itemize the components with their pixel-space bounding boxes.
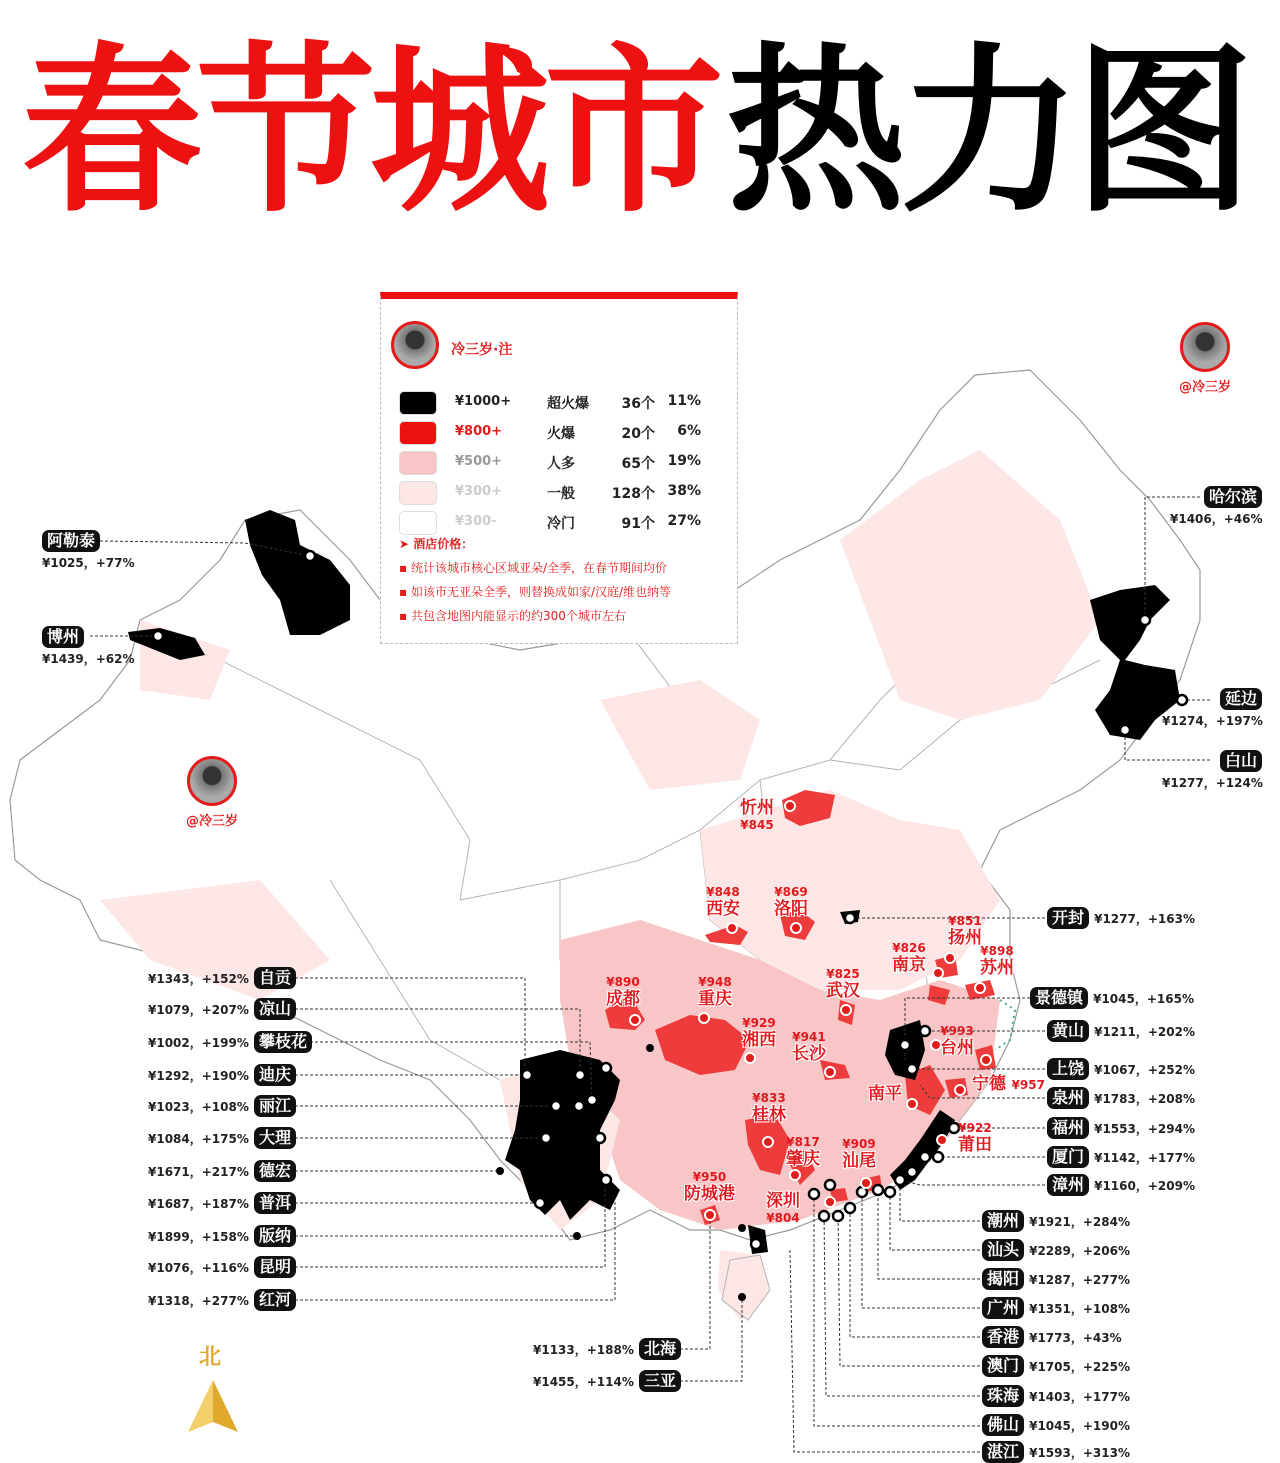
- city-callout-beihai: [533, 1338, 681, 1360]
- red-city-name: 宁德: [972, 1074, 1006, 1094]
- legend-note-text: 共包含地图内能显示的约300个城市左右: [410, 609, 626, 623]
- city-badge: 丽江: [254, 1095, 296, 1117]
- city-badge: 版纳: [254, 1225, 296, 1247]
- legend-panel: [380, 292, 738, 644]
- legend-swatch: [399, 481, 437, 505]
- legend-count: 91个: [621, 516, 655, 532]
- city-value: ¥1160，+209%: [1094, 1179, 1195, 1193]
- city-badge: 德宏: [254, 1160, 296, 1182]
- red-city-name: 武汉: [826, 981, 860, 1001]
- city-callout-liangshan: [148, 998, 296, 1020]
- red-label-xinzhou: [740, 798, 774, 832]
- city-callout-kunming: [148, 1256, 296, 1278]
- legend-swatch: [399, 391, 437, 415]
- red-city-price: ¥833: [752, 1091, 786, 1105]
- watermark-left: [172, 756, 252, 829]
- city-value: ¥1783，+208%: [1094, 1092, 1195, 1106]
- legend-notes-title: ➤ 酒店价格：: [399, 537, 474, 551]
- red-label-taizhou: [940, 1024, 974, 1058]
- city-value: ¥1067，+252%: [1094, 1063, 1195, 1077]
- red-label-nanjing: [892, 941, 926, 975]
- city-badge: 攀枝花: [254, 1031, 312, 1053]
- legend-swatch: [399, 451, 437, 475]
- city-callout-foshan: [982, 1414, 1130, 1436]
- legend-row: [399, 511, 719, 535]
- legend-avatar: [391, 321, 439, 369]
- red-city-name: 莆田: [958, 1135, 992, 1155]
- legend-note-text: 如该市无亚朵全季，则替换成如家/汉庭/维也纳等: [410, 585, 672, 599]
- legend-price: ¥300+: [455, 484, 503, 499]
- red-city-price: ¥950: [692, 1170, 727, 1184]
- city-value: ¥1079，+207%: [148, 1003, 249, 1017]
- city-badge: 阿勒泰: [42, 530, 100, 552]
- city-badge: 大理: [254, 1127, 296, 1149]
- avatar: [1180, 322, 1230, 372]
- city-callout-harbin: [1170, 486, 1262, 527]
- red-label-yangzhou: [948, 914, 982, 948]
- watermark-handle: @冷三岁: [185, 814, 238, 829]
- city-value: ¥1351，+108%: [1029, 1302, 1130, 1316]
- legend-note-text: 统计该城市核心区域亚朵/全季，在春节期间均价: [410, 561, 667, 575]
- red-city-price: ¥848: [706, 885, 740, 899]
- city-callout-xiamen: [1047, 1146, 1195, 1168]
- red-city-price: ¥993: [940, 1024, 974, 1038]
- city-callout-zhangzhou: [1047, 1174, 1195, 1196]
- red-label-wuhan: [826, 967, 860, 1001]
- legend-author: 冷三岁·注: [451, 342, 513, 358]
- city-badge: 迪庆: [254, 1064, 296, 1086]
- red-city-name: 湘西: [742, 1030, 776, 1050]
- red-city-price: ¥869: [774, 885, 808, 899]
- city-badge: 景德镇: [1030, 987, 1088, 1009]
- avatar: [187, 756, 237, 806]
- compass-arrow-icon: [188, 1380, 238, 1432]
- legend-count: 20个: [621, 426, 655, 442]
- legend-row: [399, 451, 719, 475]
- watermark-top-right: [1165, 322, 1245, 395]
- city-callout-bozhou: [42, 626, 135, 667]
- red-label-chengdu: [606, 975, 640, 1009]
- city-value: ¥1899，+158%: [148, 1230, 249, 1244]
- red-city-price: ¥826: [892, 941, 926, 955]
- red-city-name: 苏州: [980, 958, 1014, 978]
- red-city-name: 成都: [606, 989, 640, 1009]
- city-value: ¥1455，+114%: [533, 1375, 634, 1389]
- legend-category: 冷门: [547, 516, 575, 532]
- red-city-price: ¥845: [740, 818, 774, 832]
- red-city-price: ¥929: [742, 1016, 776, 1030]
- city-badge: 上饶: [1047, 1058, 1089, 1080]
- city-badge: 北海: [639, 1338, 681, 1360]
- red-city-name: 忻州: [740, 798, 774, 818]
- city-value: ¥1084，+175%: [148, 1132, 249, 1146]
- legend-price: ¥300-: [455, 514, 497, 529]
- city-badge: 湛江: [982, 1441, 1024, 1463]
- city-callout-macau: [982, 1355, 1130, 1377]
- city-badge: 福州: [1047, 1117, 1089, 1139]
- city-value: ¥1403，+177%: [1029, 1390, 1130, 1404]
- legend-pct: 38%: [667, 483, 701, 499]
- city-value: ¥1921，+284%: [1029, 1215, 1130, 1229]
- legend-pct: 19%: [667, 453, 701, 469]
- red-label-luoyang: [774, 885, 808, 919]
- red-city-name: 肇庆: [786, 1149, 820, 1169]
- legend-price: ¥1000+: [455, 394, 512, 409]
- city-callout-zigong: [148, 967, 296, 989]
- city-badge: 开封: [1047, 907, 1089, 929]
- city-callout-fuzhou: [1047, 1117, 1195, 1139]
- red-city-price: ¥957: [1011, 1078, 1045, 1092]
- city-value: ¥1142，+177%: [1094, 1151, 1195, 1165]
- red-city-name: 西安: [706, 899, 740, 919]
- legend-swatch: [399, 421, 437, 445]
- red-city-name: 扬州: [948, 928, 982, 948]
- city-badge: 延边: [1220, 688, 1262, 710]
- watermark-handle: @冷三岁: [1178, 380, 1231, 395]
- city-callout-honghe: [148, 1289, 296, 1311]
- city-badge: 昆明: [254, 1256, 296, 1278]
- red-city-name: 桂林: [752, 1105, 786, 1125]
- city-value: ¥1705，+225%: [1029, 1360, 1130, 1374]
- red-label-zhaoqing: [786, 1135, 820, 1169]
- red-city-name: 深圳: [766, 1191, 800, 1211]
- red-city-name: 洛阳: [774, 899, 808, 919]
- red-label-changsha: [792, 1030, 826, 1064]
- legend-count: 128个: [611, 486, 655, 502]
- red-label-suzhou: [980, 944, 1014, 978]
- legend-category: 火爆: [547, 426, 575, 442]
- city-callout-jingdezhen: [1030, 987, 1194, 1009]
- city-badge: 揭阳: [982, 1268, 1024, 1290]
- red-city-price: ¥948: [698, 975, 732, 989]
- city-badge: 黄山: [1047, 1020, 1089, 1042]
- legend-price: ¥800+: [455, 424, 503, 439]
- city-badge: 佛山: [982, 1414, 1024, 1436]
- city-badge: 自贡: [254, 967, 296, 989]
- city-value: ¥1002，+199%: [148, 1036, 249, 1050]
- city-value: ¥1025，+77%: [42, 556, 135, 570]
- compass-label: 北: [199, 1345, 222, 1370]
- city-badge: 珠海: [982, 1385, 1024, 1407]
- city-callout-lijiang: [148, 1095, 296, 1117]
- red-label-xiangxi: [742, 1016, 776, 1050]
- city-badge: 澳门: [982, 1355, 1024, 1377]
- city-badge: 博州: [42, 626, 84, 648]
- city-value: ¥2289，+206%: [1029, 1244, 1130, 1258]
- red-label-shenzhen: [766, 1191, 800, 1225]
- city-callout-yanbian: [1162, 688, 1262, 729]
- red-city-name: 南平: [868, 1084, 902, 1104]
- city-callout-guangzhou: [982, 1297, 1130, 1319]
- red-label-ningde: [972, 1074, 1045, 1094]
- city-callout-dehong: [148, 1160, 296, 1182]
- city-value: ¥1593，+313%: [1029, 1446, 1130, 1460]
- red-label-chongqing: [698, 975, 732, 1009]
- city-badge: 漳州: [1047, 1174, 1089, 1196]
- red-label-xian: [706, 885, 740, 919]
- city-callout-quanzhou: [1047, 1087, 1195, 1109]
- city-callout-baishan: [1162, 750, 1262, 791]
- red-label-nanping: [868, 1084, 902, 1104]
- city-badge: 哈尔滨: [1204, 486, 1262, 508]
- red-city-price: ¥922: [958, 1121, 992, 1135]
- city-value: ¥1287，+277%: [1029, 1273, 1130, 1287]
- legend-note: ▪ 共包含地图内能显示的约300个城市左右: [399, 609, 626, 623]
- city-callout-banna: [148, 1225, 296, 1247]
- city-value: ¥1439，+62%: [42, 652, 135, 666]
- red-city-name: 台州: [940, 1038, 974, 1058]
- city-value: ¥1406，+46%: [1170, 512, 1263, 526]
- city-badge: 三亚: [639, 1370, 681, 1392]
- city-callout-chaozhou: [982, 1210, 1130, 1232]
- city-badge: 香港: [982, 1326, 1024, 1348]
- city-value: ¥1671，+217%: [148, 1165, 249, 1179]
- city-badge: 凉山: [254, 998, 296, 1020]
- city-value: ¥1277，+163%: [1094, 912, 1195, 926]
- city-value: ¥1553，+294%: [1094, 1122, 1195, 1136]
- city-value: ¥1343，+152%: [148, 972, 249, 986]
- legend-category: 一般: [547, 486, 575, 502]
- city-callout-huangshan: [1047, 1020, 1195, 1042]
- city-value: ¥1211，+202%: [1094, 1025, 1195, 1039]
- city-callout-zhanjiang: [982, 1441, 1130, 1463]
- legend-count: 36个: [621, 396, 655, 412]
- city-badge: 潮州: [982, 1210, 1024, 1232]
- red-city-price: ¥825: [826, 967, 860, 981]
- legend-pct: 6%: [677, 423, 701, 439]
- red-label-putian: [958, 1121, 992, 1155]
- title-black-part: 热力图: [726, 28, 1249, 237]
- city-badge: 红河: [254, 1289, 296, 1311]
- city-callout-shantou: [982, 1239, 1130, 1261]
- city-value: ¥1023，+108%: [148, 1100, 249, 1114]
- red-city-name: 汕尾: [842, 1151, 876, 1171]
- legend-category: 超火爆: [547, 396, 589, 412]
- city-badge: 白山: [1220, 750, 1262, 772]
- city-value: ¥1687，+187%: [148, 1197, 249, 1211]
- city-value: ¥1773，+43%: [1029, 1331, 1122, 1345]
- city-value: ¥1318，+277%: [148, 1294, 249, 1308]
- legend-note: ▪ 统计该城市核心区域亚朵/全季，在春节期间均价: [399, 561, 667, 575]
- city-badge: 广州: [982, 1297, 1024, 1319]
- red-city-price: ¥890: [606, 975, 640, 989]
- city-callout-jieyang: [982, 1268, 1130, 1290]
- legend-price: ¥500+: [455, 454, 503, 469]
- red-city-name: 防城港: [684, 1184, 735, 1204]
- hainan-island: [722, 1255, 770, 1320]
- red-city-name: 南京: [892, 955, 926, 975]
- city-callout-shangrao: [1047, 1058, 1195, 1080]
- red-city-price: ¥941: [792, 1030, 826, 1044]
- city-value: ¥1045，+165%: [1093, 992, 1194, 1006]
- red-label-shanwei: [842, 1137, 876, 1171]
- red-city-price: ¥851: [948, 914, 982, 928]
- red-city-price: ¥909: [842, 1137, 876, 1151]
- city-callout-hongkong: [982, 1326, 1122, 1348]
- red-city-name: 长沙: [792, 1044, 826, 1064]
- city-value: ¥1133，+188%: [533, 1343, 634, 1357]
- legend-swatch: [399, 511, 437, 535]
- city-value: ¥1076，+116%: [148, 1261, 249, 1275]
- red-city-price: ¥898: [980, 944, 1014, 958]
- legend-row: [399, 481, 719, 505]
- legend-count: 65个: [621, 456, 655, 472]
- city-value: ¥1045，+190%: [1029, 1419, 1130, 1433]
- city-value: ¥1277，+124%: [1162, 776, 1263, 790]
- city-badge: 普洱: [254, 1192, 296, 1214]
- red-city-price: ¥817: [786, 1135, 820, 1149]
- red-label-fangchenggang: [684, 1170, 735, 1204]
- city-badge: 汕头: [982, 1239, 1024, 1261]
- city-callout-aletai: [42, 530, 135, 571]
- title-red-part: 春节城市: [22, 28, 719, 237]
- city-badge: 厦门: [1047, 1146, 1089, 1168]
- red-label-guilin: [752, 1091, 786, 1125]
- city-callout-kaifeng: [1047, 907, 1195, 929]
- city-callout-panzhihua: [148, 1031, 312, 1053]
- legend-pct: 27%: [667, 513, 701, 529]
- legend-note: ▪ 如该市无亚朵全季，则替换成如家/汉庭/维也纳等: [399, 585, 672, 599]
- city-value: ¥1292，+190%: [148, 1069, 249, 1083]
- legend-category: 人多: [547, 456, 575, 472]
- city-callout-diqing: [148, 1064, 296, 1086]
- city-callout-dali: [148, 1127, 296, 1149]
- city-badge: 泉州: [1047, 1087, 1089, 1109]
- red-city-name: 重庆: [698, 989, 732, 1009]
- red-city-price: ¥804: [766, 1211, 800, 1225]
- legend-row: [399, 421, 719, 445]
- legend-row: [399, 391, 719, 415]
- city-value: ¥1274，+197%: [1162, 714, 1263, 728]
- legend-pct: 11%: [667, 393, 701, 409]
- city-callout-puer: [148, 1192, 296, 1214]
- city-callout-sanya: [533, 1370, 681, 1392]
- city-callout-zhuhai: [982, 1385, 1130, 1407]
